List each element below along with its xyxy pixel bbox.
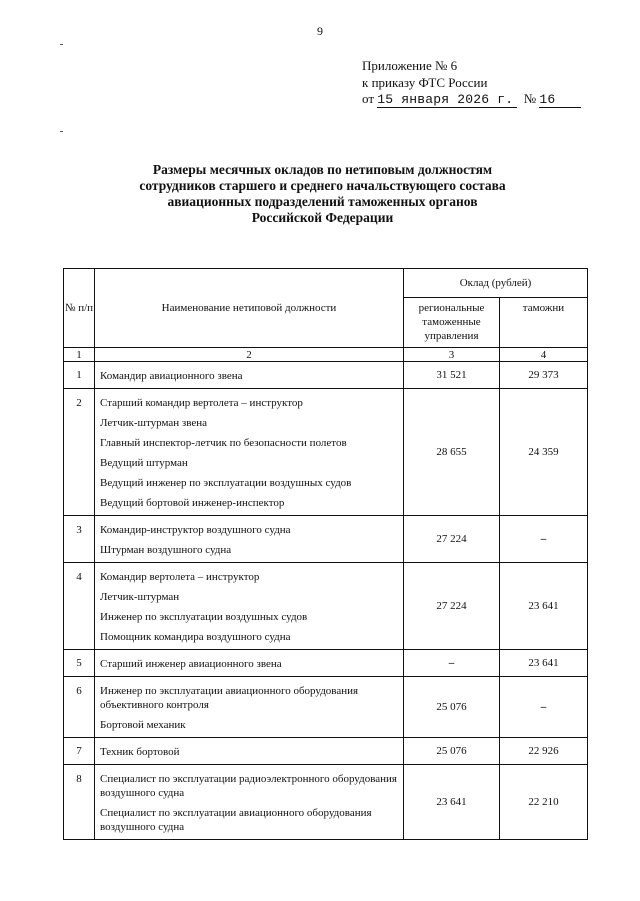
annex-block: [362, 58, 581, 108]
index-cell: 4: [500, 348, 588, 362]
index-cell: 2: [95, 348, 404, 362]
annex-line2: к приказу ФТС России: [362, 74, 488, 90]
position-name: Командир вертолета – инструктор: [100, 571, 260, 583]
row-number: 2: [64, 389, 95, 516]
row-number: 8: [64, 765, 95, 840]
salary-customs: –: [500, 516, 588, 563]
position-names: [95, 765, 404, 840]
salary-regional: 25 076: [404, 677, 500, 738]
table-row: [64, 650, 588, 677]
scan-mark: [60, 131, 63, 132]
salary-customs: 24 359: [500, 389, 588, 516]
position-name: Ведущий инженер по эксплуатации воздушных судов: [100, 477, 352, 489]
table-row: [64, 677, 588, 738]
position-name: Командир авиационного звена: [100, 370, 243, 382]
scan-mark: [60, 44, 63, 45]
salary-regional: 23 641: [404, 765, 500, 840]
position-names: [95, 516, 404, 563]
annex-line1: Приложение № 6: [362, 58, 458, 73]
title-line2: сотрудников старшего и среднего начальствующего состава: [139, 178, 506, 193]
title-line1: Размеры месячных окладов по нетиповым должностям: [152, 162, 493, 177]
annex-date-line: [362, 91, 581, 108]
row-number: 3: [64, 516, 95, 563]
position-name: Инженер по эксплуатации авиационного оборудования объективного контроля: [100, 685, 359, 711]
position-name: Командир-инструктор воздушного судна: [100, 524, 291, 536]
salary-regional: 28 655: [404, 389, 500, 516]
position-names: [95, 650, 404, 677]
position-names: [95, 677, 404, 738]
position-names: [95, 738, 404, 765]
position-names: [95, 362, 404, 389]
index-cell: 3: [404, 348, 500, 362]
table-row: [64, 362, 588, 389]
salary-customs: –: [500, 677, 588, 738]
table-row: [64, 563, 588, 650]
annex-date: 15 января 2026 г.: [377, 93, 517, 108]
row-number: 1: [64, 362, 95, 389]
salary-customs: 23 641: [500, 650, 588, 677]
table-row: [64, 765, 588, 840]
salary-customs: 22 210: [500, 765, 588, 840]
position-name: Главный инспектор-летчик по безопасности полетов: [100, 437, 347, 449]
row-number: 4: [64, 563, 95, 650]
position-name: Помощник командира воздушного судна: [100, 631, 291, 643]
title-line4: Российской Федерации: [251, 210, 394, 225]
position-name: Старший инженер авиационного звена: [100, 658, 282, 670]
position-name: Специалист по эксплуатации радиоэлектронного оборудования воздушного судна: [100, 773, 397, 799]
header-customs: таможни: [500, 298, 588, 348]
position-name: Летчик-штурман звена: [100, 417, 207, 429]
row-number: 5: [64, 650, 95, 677]
salary-customs: 22 926: [500, 738, 588, 765]
position-name: Инженер по эксплуатации воздушных судов: [100, 611, 308, 623]
header-regional: региональные таможенные управления: [404, 298, 500, 348]
annex-num-prefix: №: [523, 91, 537, 106]
salary-regional: 27 224: [404, 563, 500, 650]
title-line3: авиационных подразделений таможенных органов: [167, 194, 478, 209]
salary-regional: –: [404, 650, 500, 677]
header-name: Наименование нетиповой должности: [95, 269, 404, 348]
salary-regional: 31 521: [404, 362, 500, 389]
annex-from-prefix: от: [362, 91, 375, 106]
salary-regional: 25 076: [404, 738, 500, 765]
index-cell: 1: [64, 348, 95, 362]
position-name: Старший командир вертолета – инструктор: [100, 397, 303, 409]
position-names: [95, 389, 404, 516]
table-row: [64, 738, 588, 765]
document-title: [100, 162, 545, 226]
header-num: № п/п: [64, 269, 95, 348]
position-names: [95, 563, 404, 650]
position-name: Ведущий штурман: [100, 457, 188, 469]
salary-customs: 29 373: [500, 362, 588, 389]
salary-table: [63, 268, 588, 840]
position-name: Техник бортовой: [100, 746, 180, 758]
position-name: Летчик-штурман: [100, 591, 180, 603]
header-salary: Оклад (рублей): [404, 269, 588, 298]
annex-number: 16: [539, 93, 581, 108]
row-number: 7: [64, 738, 95, 765]
position-name: Штурман воздушного судна: [100, 544, 232, 556]
salary-regional: 27 224: [404, 516, 500, 563]
salary-customs: 23 641: [500, 563, 588, 650]
position-name: Ведущий бортовой инженер-инспектор: [100, 497, 285, 509]
position-name: Бортовой механик: [100, 719, 186, 731]
position-name: Специалист по эксплуатации авиационного оборудования воздушного судна: [100, 807, 372, 833]
row-number: 6: [64, 677, 95, 738]
page-number: 9: [317, 24, 323, 38]
table-row: [64, 516, 588, 563]
table-row: [64, 389, 588, 516]
